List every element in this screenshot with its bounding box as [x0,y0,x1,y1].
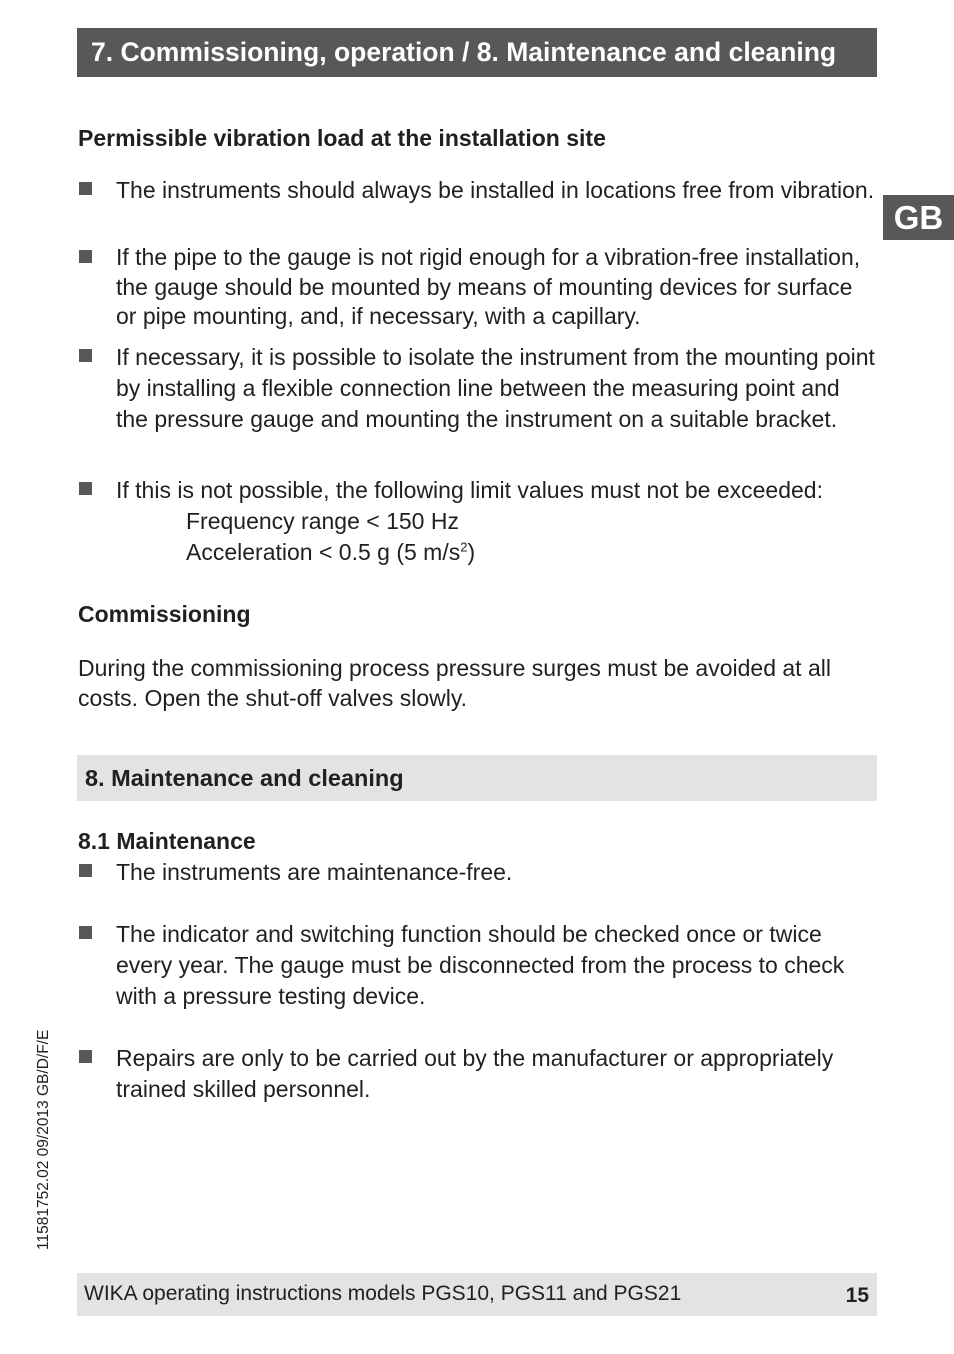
bullet-square-icon [79,182,92,195]
bullet-square-icon [79,349,92,362]
bullet-square-icon [79,250,92,263]
list-item [116,1043,878,1105]
language-tab: GB [883,195,954,240]
list-item [116,175,878,205]
limit-acceleration: Acceleration < 0.5 g (5 $m/s^2$) [186,539,476,565]
commissioning-heading: Commissioning [78,601,251,627]
commissioning-text: During the commissioning process pressure surges must be avoided at all costs. Open the shut-off valves slowly. [78,655,831,711]
list-item [116,475,878,568]
bullet-square-icon [79,482,92,495]
bullet-square-icon [79,864,92,877]
list-item-text: The instruments should always be installed in locations free from vibration. [116,177,875,203]
section-header-bar: 7. Commissioning, operation / 8. Maintenance and cleaning [77,28,877,77]
list-item-text: If the pipe to the gauge is not rigid enough for a vibration-free installation, the gauge should be mounted by means of mounting devices for surface or pipe mounting, and, if necessary, with a capillary. [116,244,861,329]
list-item [116,857,878,888]
maintenance-section-bar: 8. Maintenance and cleaning [77,755,877,801]
list-item-text: The indicator and switching function should be checked once or twice every year. The gauge must be disconnected from the process to check with a pressure testing device. [116,921,845,1009]
bullet-square-icon [79,1050,92,1063]
footer-bar [77,1273,877,1316]
maintenance-heading: 8.1 Maintenance [78,828,256,854]
page-number: 15 [845,1284,869,1307]
bullet-square-icon [79,926,92,939]
limit-frequency: Frequency range < 150 Hz [186,508,459,534]
vibration-heading: Permissible vibration load at the installation site [78,125,606,151]
list-item-text: The instruments are maintenance-free. [116,859,513,885]
list-item-text: If necessary, it is possible to isolate the instrument from the mounting point by installing a flexible connection line between the measuring point and the pressure gauge and mounting the instrument on a suitable bracket. [116,344,875,432]
footer-text: WIKA operating instructions models PGS10, PGS11 and PGS21 [84,1282,682,1305]
list-item [116,919,878,1012]
list-item [116,342,878,435]
document-code: 11581752.02 09/2013 GB/D/F/E [35,1029,52,1250]
list-item-text: Repairs are only to be carried out by the manufacturer or appropriately trained skilled personnel. [116,1045,834,1102]
list-item-text: If this is not possible, the following limit values must not be exceeded: [116,477,823,503]
list-item [116,243,878,332]
